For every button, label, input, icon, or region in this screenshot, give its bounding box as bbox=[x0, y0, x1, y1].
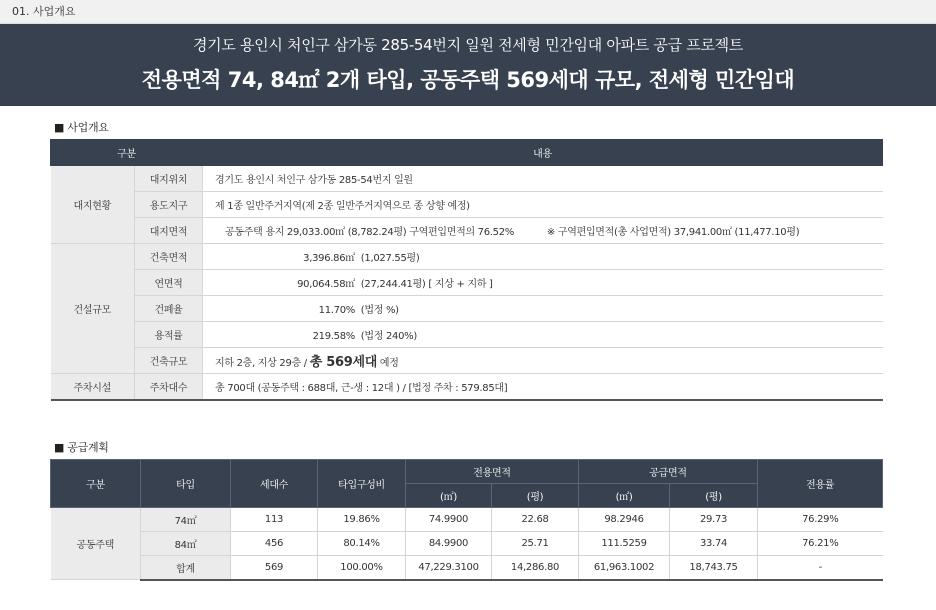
header-ratio: 타입구성비 bbox=[318, 460, 406, 508]
overview-section-title: ■ 사업개요 bbox=[54, 121, 109, 134]
header-sup-sqm: (㎡) bbox=[579, 484, 670, 508]
value-extra: (법정 240%) bbox=[360, 331, 417, 342]
table-row bbox=[51, 244, 883, 270]
group-parking: 주차시설 bbox=[51, 374, 135, 400]
row-value: 총 700대 (공동주택 : 688대, 근-생 : 12대 ) / [법정 주차 : 579.85대] bbox=[203, 374, 883, 400]
cell-type: 합계 bbox=[141, 556, 231, 580]
cell-units: 569 bbox=[231, 556, 318, 580]
cell-ratio: 100.00% bbox=[318, 556, 406, 580]
cell-sup-sqm: 98.2946 bbox=[579, 508, 670, 532]
table-row-total bbox=[51, 556, 883, 580]
value-number: 219.58% bbox=[312, 331, 356, 342]
table-row bbox=[51, 508, 883, 532]
overview-header-row bbox=[51, 140, 883, 166]
table-row bbox=[51, 322, 883, 348]
table-row bbox=[51, 296, 883, 322]
row-value bbox=[203, 322, 883, 348]
row-label: 건폐율 bbox=[135, 296, 203, 322]
supply-table bbox=[50, 459, 883, 581]
overview-header-category: 구분 bbox=[51, 140, 203, 166]
row-label: 용도지구 bbox=[135, 192, 203, 218]
row-label: 건축면적 bbox=[135, 244, 203, 270]
cell-sup-pyeong: 29.73 bbox=[670, 508, 758, 532]
group-construction: 건설규모 bbox=[51, 244, 135, 374]
table-row bbox=[51, 192, 883, 218]
value-extra: (27,244.41평) [ 지상 + 지하 ] bbox=[360, 279, 493, 290]
cell-sup-pyeong: 18,743.75 bbox=[670, 556, 758, 580]
header-units: 세대수 bbox=[231, 460, 318, 508]
cell-ex-pyeong: 22.68 bbox=[492, 508, 579, 532]
header-supply-area: 공급면적 bbox=[579, 460, 758, 484]
value-number: 90,064.58㎡ bbox=[297, 279, 356, 290]
project-banner bbox=[0, 24, 936, 106]
row-value bbox=[203, 348, 883, 374]
table-row bbox=[51, 270, 883, 296]
cell-units: 456 bbox=[231, 532, 318, 556]
site-area-value: 공동주택 용지 29,033.00㎡ (8,782.24평) 구역편입면적의 76.52% bbox=[225, 227, 515, 238]
row-value bbox=[203, 270, 883, 296]
cell-sup-sqm: 61,963.1002 bbox=[579, 556, 670, 580]
table-row bbox=[51, 218, 883, 244]
row-label: 대지위치 bbox=[135, 166, 203, 192]
row-value: 제 1종 일반주거지역(제 2종 일반주거지역으로 종 상향 예정) bbox=[203, 192, 883, 218]
row-label: 주차대수 bbox=[135, 374, 203, 400]
row-label: 건축규모 bbox=[135, 348, 203, 374]
table-row bbox=[51, 374, 883, 400]
value-number: 3,396.86㎡ bbox=[303, 253, 356, 264]
header-category: 구분 bbox=[51, 460, 141, 508]
cell-type: 74㎡ bbox=[141, 508, 231, 532]
scale-pre: 지하 2층, 지상 29층 / bbox=[215, 358, 310, 369]
cell-ex-sqm: 84.9900 bbox=[406, 532, 492, 556]
supply-section-title: ■ 공급계획 bbox=[54, 441, 109, 454]
group-site: 대지현황 bbox=[51, 166, 135, 244]
header-ex-pyeong: (평) bbox=[492, 484, 579, 508]
cell-ex-sqm: 74.9900 bbox=[406, 508, 492, 532]
banner-subtitle: 경기도 용인시 처인구 삼가동 285-54번지 일원 전세형 민간임대 아파트 공급 프로젝트 bbox=[192, 36, 744, 54]
site-area-note: ※ 구역편입면적(총 사업면적) 37,941.00㎡ (11,477.10평) bbox=[546, 227, 800, 238]
group-apartment: 공동주택 bbox=[51, 508, 141, 580]
cell-ex-pyeong: 25.71 bbox=[492, 532, 579, 556]
cell-type: 84㎡ bbox=[141, 532, 231, 556]
header-exclusive-area: 전용면적 bbox=[406, 460, 579, 484]
header-ex-sqm: (㎡) bbox=[406, 484, 492, 508]
cell-ratio: 19.86% bbox=[318, 508, 406, 532]
cell-sup-pyeong: 33.74 bbox=[670, 532, 758, 556]
cell-sup-sqm: 111.5259 bbox=[579, 532, 670, 556]
overview-table bbox=[50, 139, 883, 401]
cell-ex-sqm: 47,229.3100 bbox=[406, 556, 492, 580]
cell-ex-pyeong: 14,286.80 bbox=[492, 556, 579, 580]
row-label: 연면적 bbox=[135, 270, 203, 296]
overview-header-content: 내용 bbox=[203, 140, 883, 166]
cell-rate: - bbox=[758, 556, 883, 580]
scale-post: 예정 bbox=[376, 358, 399, 369]
banner-title: 전용면적 74, 84㎡ 2개 타입, 공동주택 569세대 규모, 전세형 민간임대 bbox=[141, 68, 795, 92]
table-row bbox=[51, 348, 883, 374]
row-value bbox=[203, 296, 883, 322]
row-label: 용적률 bbox=[135, 322, 203, 348]
value-extra: (법정 %) bbox=[360, 305, 399, 316]
cell-rate: 76.29% bbox=[758, 508, 883, 532]
table-row bbox=[51, 532, 883, 556]
scale-highlight: 총 569세대 bbox=[309, 355, 377, 370]
header-type: 타입 bbox=[141, 460, 231, 508]
cell-ratio: 80.14% bbox=[318, 532, 406, 556]
row-label: 대지면적 bbox=[135, 218, 203, 244]
header-sup-pyeong: (평) bbox=[670, 484, 758, 508]
row-value bbox=[203, 218, 883, 244]
table-row bbox=[51, 166, 883, 192]
cell-rate: 76.21% bbox=[758, 532, 883, 556]
row-value bbox=[203, 244, 883, 270]
value-number: 11.70% bbox=[318, 305, 356, 316]
value-extra: (1,027.55평) bbox=[360, 253, 420, 264]
cell-units: 113 bbox=[231, 508, 318, 532]
section-tab-label: 01. 사업개요 bbox=[0, 0, 936, 24]
header-rate: 전용률 bbox=[758, 460, 883, 508]
supply-header-row bbox=[51, 460, 883, 484]
row-value: 경기도 용인시 처인구 삼가동 285-54번지 일원 bbox=[203, 166, 883, 192]
